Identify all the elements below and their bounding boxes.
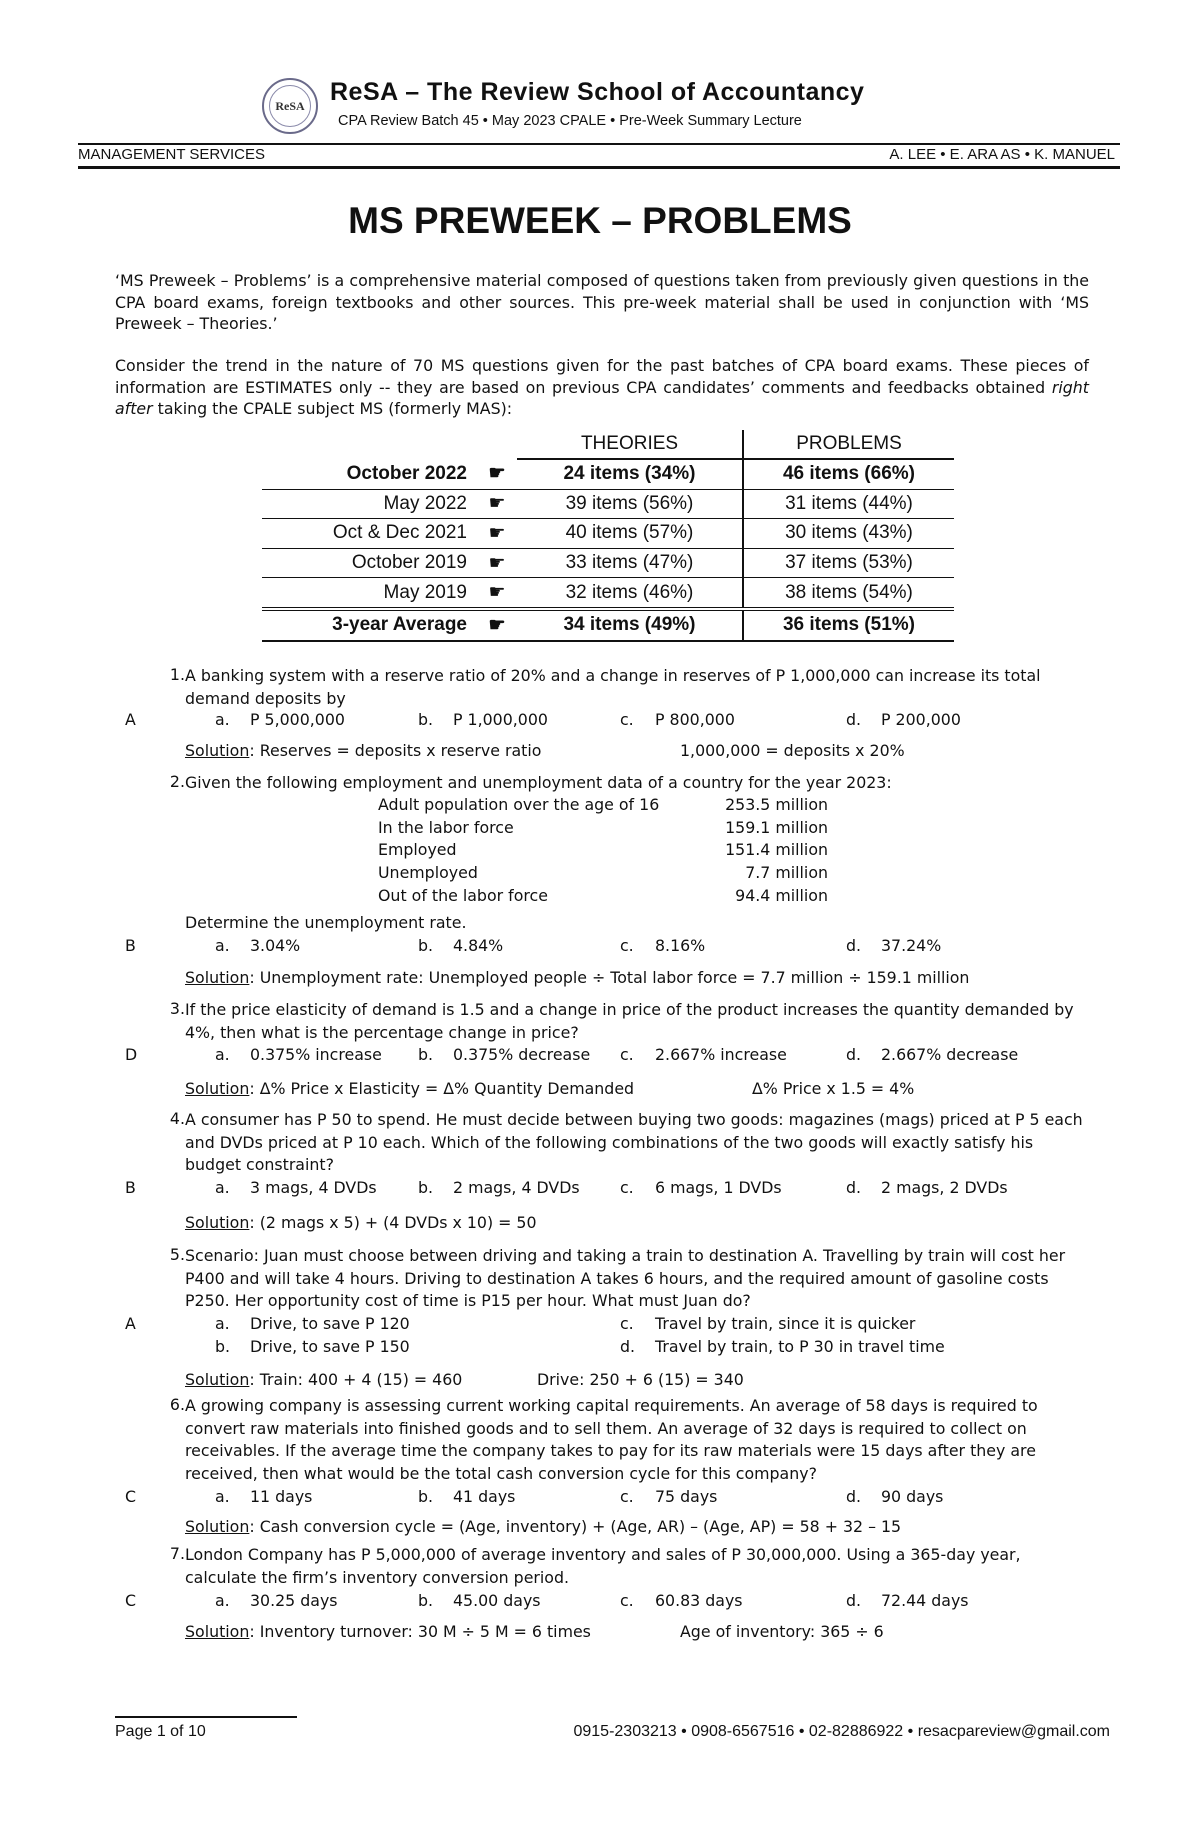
pointing-hand-icon: ☛ xyxy=(477,548,517,578)
pointing-hand-icon: ☛ xyxy=(477,459,517,489)
option-letter: d. xyxy=(846,710,862,729)
solution-label: Solution xyxy=(185,741,250,760)
data-value: 159.1 million xyxy=(725,817,828,837)
answer-key: B xyxy=(125,1178,136,1197)
trend-batch: May 2022 xyxy=(262,489,477,519)
option-text: Travel by train, since it is quicker xyxy=(655,1314,916,1333)
option-a xyxy=(215,1045,382,1064)
data-label: Out of the labor force xyxy=(378,885,548,905)
employment-data xyxy=(378,795,828,908)
solution-text: : Cash conversion cycle = (Age, inventory) + (Age, AR) – (Age, AP) = 58 + 32 – 15 xyxy=(249,1517,902,1536)
solution-text: : Δ% Price x Elasticity = Δ% Quantity Demanded xyxy=(249,1079,635,1098)
question-number: 5. xyxy=(169,1245,185,1264)
trend-row xyxy=(262,519,954,549)
trend-row xyxy=(262,489,954,519)
data-value: 7.7 million xyxy=(745,863,828,883)
option-a xyxy=(215,936,300,955)
trend-header-problems: PROBLEMS xyxy=(743,430,954,459)
solution-5 xyxy=(185,1370,462,1389)
pointing-hand-icon: ☛ xyxy=(477,519,517,549)
resa-logo-icon xyxy=(262,78,318,134)
brand-title: ReSA – The Review School of Accountancy xyxy=(330,78,865,106)
answer-key: A xyxy=(125,1314,136,1333)
option-letter: c. xyxy=(620,1487,634,1506)
trend-theories: 39 items (56%) xyxy=(517,489,743,519)
solution-text: : Reserves = deposits x reserve ratio xyxy=(249,741,542,760)
option-letter: b. xyxy=(418,1591,434,1610)
question-text: A growing company is assessing current working capital requirements. An average of 58 days is required to convert raw materials into finished goods and to sell them. An average of 32 days is required to collect on receivables. If the average time the company takes to pay for its raw materials were 15 days after they are received, then what would be the total cash conversion cycle for this company? xyxy=(185,1396,1038,1483)
intro-text-a: Consider the trend in the nature of 70 MS questions given for the past batches of CPA board exams. These pieces of information are ESTIMATES only -- they are based on previous CPA candidates’ comments and feedbacks obtained xyxy=(115,356,1089,397)
option-letter: d. xyxy=(846,1178,862,1197)
question-text: A banking system with a reserve ratio of 20% and a change in reserves of P 1,000,000 can increase its total demand deposits by xyxy=(185,666,1041,708)
solution-label: Solution xyxy=(185,1370,250,1389)
option-letter: a. xyxy=(215,1178,230,1197)
trend-problems: 37 items (53%) xyxy=(743,548,954,578)
pointing-hand-icon: ☛ xyxy=(477,609,517,641)
data-value: 151.4 million xyxy=(725,840,828,860)
trend-problems: 38 items (54%) xyxy=(743,578,954,609)
option-letter: d. xyxy=(846,1591,862,1610)
option-c xyxy=(620,936,705,955)
contact-info: 0915-2303213 • 0908-6567516 • 02-82886922 • resacpareview@gmail.com xyxy=(573,1723,1110,1740)
trend-batch: October 2019 xyxy=(262,548,477,578)
trend-row xyxy=(262,578,954,609)
option-letter: a. xyxy=(215,710,230,729)
option-text: P 800,000 xyxy=(655,710,735,729)
options-row xyxy=(0,1314,1200,1336)
trend-theories: 40 items (57%) xyxy=(517,519,743,549)
option-letter: d. xyxy=(846,936,862,955)
pointing-hand-icon: ☛ xyxy=(477,489,517,519)
intro-paragraph-1: ‘MS Preweek – Problems’ is a comprehensive material composed of questions taken from previously given questions in the CPA board exams, foreign textbooks and other sources. This pre-week material shall be used in conjunction with ‘MS Preweek – Theories.’ xyxy=(115,271,1089,333)
trend-header-theories: THEORIES xyxy=(517,430,743,459)
trend-problems: 31 items (44%) xyxy=(743,489,954,519)
option-letter: c. xyxy=(620,1591,634,1610)
option-letter: a. xyxy=(215,1487,230,1506)
option-letter: b. xyxy=(215,1337,231,1356)
solution-6 xyxy=(185,1517,901,1536)
option-letter: c. xyxy=(620,1314,634,1333)
question-text: Given the following employment and unemployment data of a country for the year 2023: xyxy=(185,773,892,792)
option-text: 0.375% increase xyxy=(250,1045,382,1064)
options-row xyxy=(0,936,1200,958)
option-text: 30.25 days xyxy=(250,1591,338,1610)
logo-text: ReSA xyxy=(269,85,311,127)
trend-theories: 33 items (47%) xyxy=(517,548,743,578)
option-text: 11 days xyxy=(250,1487,313,1506)
trend-header-blank xyxy=(477,430,517,459)
page-title: MS PREWEEK – PROBLEMS xyxy=(348,200,852,241)
option-c xyxy=(620,1314,915,1333)
option-d xyxy=(846,1178,1008,1197)
solution-label: Solution xyxy=(185,1517,250,1536)
option-letter: c. xyxy=(620,710,634,729)
option-letter: d. xyxy=(620,1337,636,1356)
trend-average-row xyxy=(262,609,954,641)
data-row xyxy=(378,886,828,909)
option-text: 41 days xyxy=(453,1487,516,1506)
question-text: If the price elasticity of demand is 1.5 and a change in price of the product increases the quantity demanded by 4%, then what is the percentage change in price? xyxy=(185,1000,1074,1042)
solution-text: : (2 mags x 5) + (4 DVDs x 10) = 50 xyxy=(249,1213,537,1232)
option-c xyxy=(620,1591,743,1610)
option-text: Drive, to save P 150 xyxy=(250,1337,410,1356)
option-a xyxy=(215,710,345,729)
data-label: Adult population over the age of 16 xyxy=(378,795,660,814)
subject-name: MANAGEMENT SERVICES xyxy=(78,146,265,163)
intro-paragraph-2 xyxy=(115,355,1089,420)
option-a xyxy=(215,1178,377,1197)
option-text: P 200,000 xyxy=(881,710,961,729)
option-letter: a. xyxy=(215,1591,230,1610)
option-text: 45.00 days xyxy=(453,1591,541,1610)
option-text: Drive, to save P 120 xyxy=(250,1314,410,1333)
batch-line: CPA Review Batch 45 • May 2023 CPALE • Pre-Week Summary Lecture xyxy=(338,113,802,129)
options-row xyxy=(0,1337,1200,1359)
option-letter: a. xyxy=(215,1045,230,1064)
intro-text-b: taking the CPALE subject MS (formerly MAS): xyxy=(152,399,513,418)
option-b xyxy=(418,1178,580,1197)
trend-theories: 24 items (34%) xyxy=(517,459,743,489)
option-b xyxy=(418,710,548,729)
page-number: Page 1 of 10 xyxy=(115,1723,206,1740)
data-label: Unemployed xyxy=(378,863,478,883)
option-text: 8.16% xyxy=(655,936,706,955)
solution-1 xyxy=(185,741,541,760)
option-d xyxy=(846,936,941,955)
question-number: 7. xyxy=(169,1544,185,1563)
data-row xyxy=(378,795,828,818)
data-value: 253.5 million xyxy=(725,795,828,814)
option-c xyxy=(620,1045,787,1064)
solution-5-part2: Drive: 250 + 6 (15) = 340 xyxy=(537,1370,744,1389)
question-number: 6. xyxy=(169,1395,185,1414)
data-row xyxy=(378,840,828,863)
option-b xyxy=(418,936,503,955)
option-letter: b. xyxy=(418,710,434,729)
trend-table xyxy=(262,430,954,642)
trend-batch: October 2022 xyxy=(262,459,477,489)
question-text: London Company has P 5,000,000 of average inventory and sales of P 30,000,000. Using a 365-day year, calculate the firm’s inventory conversion period. xyxy=(185,1545,1021,1587)
option-b xyxy=(418,1487,515,1506)
question-2-prompt: Determine the unemployment rate. xyxy=(185,913,467,932)
option-letter: b. xyxy=(418,1178,434,1197)
intro-emphasis: right after xyxy=(115,377,1089,418)
solution-3 xyxy=(185,1079,634,1098)
option-b xyxy=(418,1591,541,1610)
option-text: 2 mags, 2 DVDs xyxy=(881,1178,1008,1197)
option-letter: b. xyxy=(418,1487,434,1506)
solution-text: : Inventory turnover: 30 M ÷ 5 M = 6 times xyxy=(249,1622,591,1641)
option-text: 2.667% decrease xyxy=(881,1045,1019,1064)
option-text: 60.83 days xyxy=(655,1591,743,1610)
trend-problems: 46 items (66%) xyxy=(743,459,954,489)
solution-text: : Train: 400 + 4 (15) = 460 xyxy=(249,1370,463,1389)
data-row xyxy=(378,818,828,841)
option-text: 90 days xyxy=(881,1487,944,1506)
trend-batch: May 2019 xyxy=(383,581,467,603)
option-text: 2.667% increase xyxy=(655,1045,787,1064)
solution-7 xyxy=(185,1622,591,1641)
data-label: In the labor force xyxy=(378,817,514,837)
trend-theories: 34 items (49%) xyxy=(517,609,743,641)
option-letter: d. xyxy=(846,1487,862,1506)
option-letter: c. xyxy=(620,1045,634,1064)
solution-2 xyxy=(185,968,969,987)
pointing-hand-icon: ☛ xyxy=(488,582,506,604)
question-number: 3. xyxy=(169,999,185,1018)
option-text: 4.84% xyxy=(453,936,504,955)
answer-key: C xyxy=(125,1591,137,1610)
option-text: 2 mags, 4 DVDs xyxy=(453,1178,580,1197)
question-number: 2. xyxy=(169,772,185,791)
option-text: 72.44 days xyxy=(881,1591,969,1610)
option-text: P 1,000,000 xyxy=(453,710,548,729)
trend-theories: 32 items (46%) xyxy=(565,581,694,603)
solution-3-part2: Δ% Price x 1.5 = 4% xyxy=(752,1079,915,1098)
option-d xyxy=(846,1487,943,1506)
trend-header-blank xyxy=(262,430,477,459)
option-letter: a. xyxy=(215,1314,230,1333)
option-a xyxy=(215,1314,410,1333)
options-row xyxy=(0,1045,1200,1067)
trend-batch: 3-year Average xyxy=(262,609,477,641)
solution-label: Solution xyxy=(185,968,250,987)
option-text: 3.04% xyxy=(250,936,301,955)
option-d xyxy=(846,710,961,729)
option-b xyxy=(418,1045,590,1064)
authors: A. LEE • E. ARA AS • K. MANUEL xyxy=(889,146,1115,163)
option-d xyxy=(846,1045,1018,1064)
solution-4 xyxy=(185,1213,537,1232)
option-text: Travel by train, to P 30 in travel time xyxy=(655,1337,945,1356)
trend-row xyxy=(262,548,954,578)
option-text: 6 mags, 1 DVDs xyxy=(655,1178,782,1197)
option-letter: a. xyxy=(215,936,230,955)
options-row xyxy=(0,1591,1200,1613)
option-text: 3 mags, 4 DVDs xyxy=(250,1178,377,1197)
data-label: Employed xyxy=(378,840,457,860)
option-text: 0.375% decrease xyxy=(453,1045,591,1064)
option-d xyxy=(620,1337,945,1356)
solution-label: Solution xyxy=(185,1213,250,1232)
header-rule-top xyxy=(78,143,1120,145)
question-text: A consumer has P 50 to spend. He must decide between buying two goods: magazines (mags) priced at P 5 each and DVDs priced at P 10 each. Which of the following combinations of the two goods will exactly satisfy his budget constraint? xyxy=(185,1110,1083,1174)
trend-row xyxy=(262,459,954,489)
answer-key: C xyxy=(125,1487,137,1506)
question-text: Scenario: Juan must choose between driving and taking a train to destination A. Travelling by train will cost her P400 and will take 4 hours. Driving to destination A takes 6 hours, and the required amount of gasoline costs P250. Her opportunity cost of time is P15 per hour. What must Juan do? xyxy=(185,1246,1066,1310)
trend-header-row xyxy=(262,430,954,459)
question-number: 1. xyxy=(169,665,185,684)
solution-text: : Unemployment rate: Unemployed people ÷ Total labor force = 7.7 million ÷ 159.1 million xyxy=(249,968,970,987)
option-c xyxy=(620,1178,782,1197)
answer-key: B xyxy=(125,936,136,955)
header-rule-bottom xyxy=(78,166,1120,169)
solution-label: Solution xyxy=(185,1079,250,1098)
options-row xyxy=(0,1487,1200,1509)
solution-1-part2: 1,000,000 = deposits x 20% xyxy=(680,741,905,760)
option-letter: b. xyxy=(418,936,434,955)
answer-key: D xyxy=(125,1045,138,1064)
option-letter: d. xyxy=(846,1045,862,1064)
option-a xyxy=(215,1591,338,1610)
options-row xyxy=(0,1178,1200,1200)
option-letter: b. xyxy=(418,1045,434,1064)
option-text: 75 days xyxy=(655,1487,718,1506)
option-d xyxy=(846,1591,969,1610)
data-row xyxy=(378,863,828,886)
solution-label: Solution xyxy=(185,1622,250,1641)
option-letter: c. xyxy=(620,936,634,955)
option-text: 37.24% xyxy=(881,936,942,955)
footer-rule xyxy=(115,1716,297,1718)
solution-7-part2: Age of inventory: 365 ÷ 6 xyxy=(680,1622,884,1641)
option-text: P 5,000,000 xyxy=(250,710,345,729)
option-letter: c. xyxy=(620,1178,634,1197)
option-c xyxy=(620,1487,717,1506)
option-b xyxy=(215,1337,410,1356)
trend-problems: 30 items (43%) xyxy=(743,519,954,549)
trend-batch: Oct & Dec 2021 xyxy=(262,519,477,549)
answer-key: A xyxy=(125,710,136,729)
options-row xyxy=(0,710,1200,732)
option-c xyxy=(620,710,735,729)
trend-problems: 36 items (51%) xyxy=(743,609,954,641)
data-value: 94.4 million xyxy=(735,885,828,905)
option-a xyxy=(215,1487,312,1506)
question-number: 4. xyxy=(169,1109,185,1128)
